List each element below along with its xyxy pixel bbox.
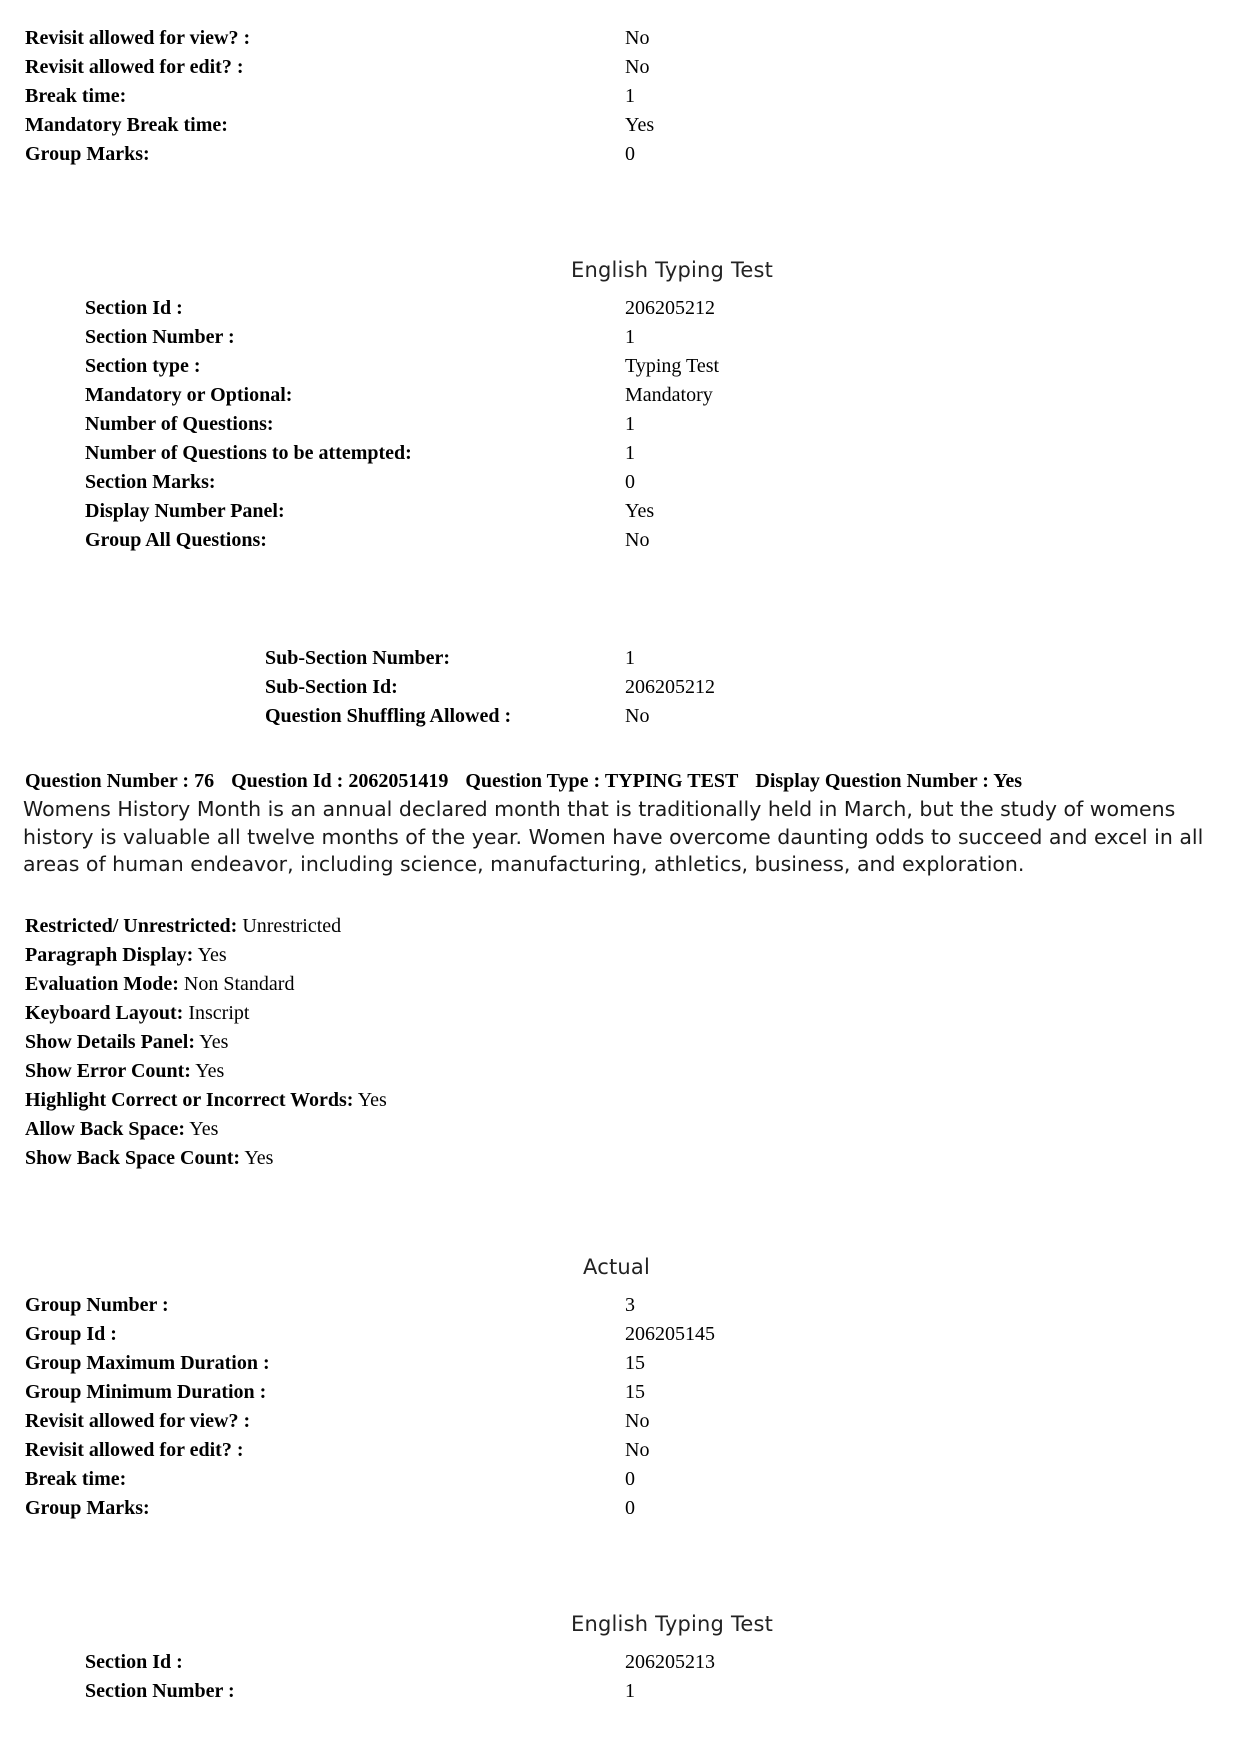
- table-row: [85, 352, 1185, 381]
- setting-row: [25, 1144, 273, 1173]
- setting-row: [25, 912, 341, 941]
- setting-value: Yes: [244, 1147, 274, 1169]
- field-label: Section Number :: [85, 1680, 235, 1702]
- field-label: Display Number Panel:: [85, 500, 285, 522]
- field-label: Sub-Section Number:: [265, 647, 451, 669]
- table-row: [25, 82, 1225, 111]
- field-value: No: [625, 529, 650, 551]
- field-label: Number of Questions to be attempted:: [85, 442, 412, 464]
- setting-label: Evaluation Mode:: [25, 973, 179, 995]
- setting-label: Show Error Count:: [25, 1060, 191, 1082]
- field-label: Mandatory Break time:: [25, 114, 228, 136]
- field-label: Group All Questions:: [85, 529, 267, 551]
- table-row: [85, 294, 1185, 323]
- table-row: [85, 381, 1185, 410]
- table-row: [85, 526, 1185, 555]
- field-value: 1: [625, 326, 635, 348]
- group-heading: Actual: [583, 1255, 650, 1279]
- field-value: 0: [625, 1468, 635, 1490]
- table-row: [25, 1407, 1225, 1436]
- setting-value: Yes: [195, 1060, 225, 1082]
- table-row: [265, 644, 1165, 673]
- field-label: Mandatory or Optional:: [85, 384, 293, 406]
- field-value: 3: [625, 1294, 635, 1316]
- setting-row: [25, 1115, 218, 1144]
- field-label: Revisit allowed for view? :: [25, 27, 251, 49]
- question-display-number: Display Question Number : Yes: [755, 770, 1023, 792]
- field-label: Group Minimum Duration :: [25, 1381, 267, 1403]
- field-value: No: [625, 1410, 650, 1432]
- table-row: [85, 468, 1185, 497]
- section-heading: English Typing Test: [571, 258, 774, 282]
- field-label: Group Maximum Duration :: [25, 1352, 270, 1374]
- table-row: [25, 1465, 1225, 1494]
- table-row: [25, 1320, 1225, 1349]
- field-value: 1: [625, 442, 635, 464]
- setting-value: Inscript: [188, 1002, 250, 1024]
- table-row: [25, 1436, 1225, 1465]
- field-value: 1: [625, 1680, 635, 1702]
- setting-value: Yes: [357, 1089, 387, 1111]
- field-label: Section Number :: [85, 326, 235, 348]
- setting-label: Highlight Correct or Incorrect Words:: [25, 1089, 354, 1111]
- field-value: 1: [625, 413, 635, 435]
- table-row: [85, 1648, 1185, 1677]
- field-value: 15: [625, 1381, 645, 1403]
- setting-row: [25, 1028, 228, 1057]
- field-label: Revisit allowed for edit? :: [25, 56, 244, 78]
- question-id: Question Id : 2062051419: [231, 770, 449, 792]
- field-value: 206205213: [625, 1651, 715, 1673]
- setting-value: Non Standard: [183, 973, 295, 995]
- table-row: [25, 24, 1225, 53]
- field-label: Group Marks:: [25, 1497, 150, 1519]
- setting-label: Keyboard Layout:: [25, 1002, 184, 1024]
- field-value: Typing Test: [625, 355, 720, 377]
- table-row: [25, 111, 1225, 140]
- field-value: 0: [625, 143, 635, 165]
- field-label: Number of Questions:: [85, 413, 274, 435]
- table-row: [85, 439, 1185, 468]
- field-value: 0: [625, 471, 635, 493]
- field-value: Yes: [625, 500, 655, 522]
- field-value: No: [625, 705, 650, 727]
- field-label: Break time:: [25, 1468, 127, 1490]
- table-row: [85, 410, 1185, 439]
- table-row: [85, 323, 1185, 352]
- table-row: [85, 497, 1185, 526]
- question-header: [25, 770, 1034, 793]
- setting-label: Paragraph Display:: [25, 944, 194, 966]
- table-row: [85, 1677, 1185, 1706]
- table-row: [25, 53, 1225, 82]
- question-number: Question Number : 76: [25, 770, 215, 792]
- field-value: 1: [625, 647, 635, 669]
- field-label: Sub-Section Id:: [265, 676, 398, 698]
- setting-value: Yes: [199, 1031, 229, 1053]
- setting-row: [25, 1057, 224, 1086]
- field-label: Group Id :: [25, 1323, 117, 1345]
- setting-value: Yes: [189, 1118, 219, 1140]
- field-label: Group Number :: [25, 1294, 169, 1316]
- field-value: 1: [625, 85, 635, 107]
- table-row: [25, 1494, 1225, 1523]
- field-label: Break time:: [25, 85, 127, 107]
- field-value: No: [625, 56, 650, 78]
- field-value: 206205212: [625, 297, 715, 319]
- field-value: 0: [625, 1497, 635, 1519]
- field-label: Section Id :: [85, 297, 183, 319]
- field-value: No: [625, 1439, 650, 1461]
- field-label: Section Marks:: [85, 471, 216, 493]
- table-row: [25, 1349, 1225, 1378]
- field-value: 15: [625, 1352, 645, 1374]
- setting-value: Yes: [197, 944, 227, 966]
- field-label: Revisit allowed for edit? :: [25, 1439, 244, 1461]
- field-value: Yes: [625, 114, 655, 136]
- setting-label: Restricted/ Unrestricted:: [25, 915, 238, 937]
- question-type: Question Type : TYPING TEST: [465, 770, 739, 792]
- field-label: Group Marks:: [25, 143, 150, 165]
- table-row: [25, 1378, 1225, 1407]
- field-label: Section type :: [85, 355, 201, 377]
- field-value: 206205145: [625, 1323, 715, 1345]
- setting-row: [25, 999, 249, 1028]
- setting-row: [25, 970, 294, 999]
- setting-label: Show Details Panel:: [25, 1031, 195, 1053]
- field-label: Revisit allowed for view? :: [25, 1410, 251, 1432]
- table-row: [25, 140, 1225, 169]
- field-label: Section Id :: [85, 1651, 183, 1673]
- setting-label: Show Back Space Count:: [25, 1147, 241, 1169]
- field-value: No: [625, 27, 650, 49]
- field-value: Mandatory: [625, 384, 713, 406]
- field-label: Question Shuffling Allowed :: [265, 705, 512, 727]
- section-heading: English Typing Test: [571, 1612, 774, 1636]
- question-text: Womens History Month is an annual declared month that is traditionally held in March, but the study of womens history is valuable all twelve months of the year. Women have overcome daunting odds to succeed and excel in all areas of human endeavor, including science, manufacturing, athletics, business, and exploration.: [23, 797, 1204, 876]
- field-value: 206205212: [625, 676, 715, 698]
- setting-row: [25, 941, 227, 970]
- setting-row: [25, 1086, 387, 1115]
- setting-label: Allow Back Space:: [25, 1118, 185, 1140]
- setting-value: Unrestricted: [242, 915, 342, 937]
- table-row: [25, 1291, 1225, 1320]
- table-row: [265, 673, 1165, 702]
- table-row: [265, 702, 1165, 731]
